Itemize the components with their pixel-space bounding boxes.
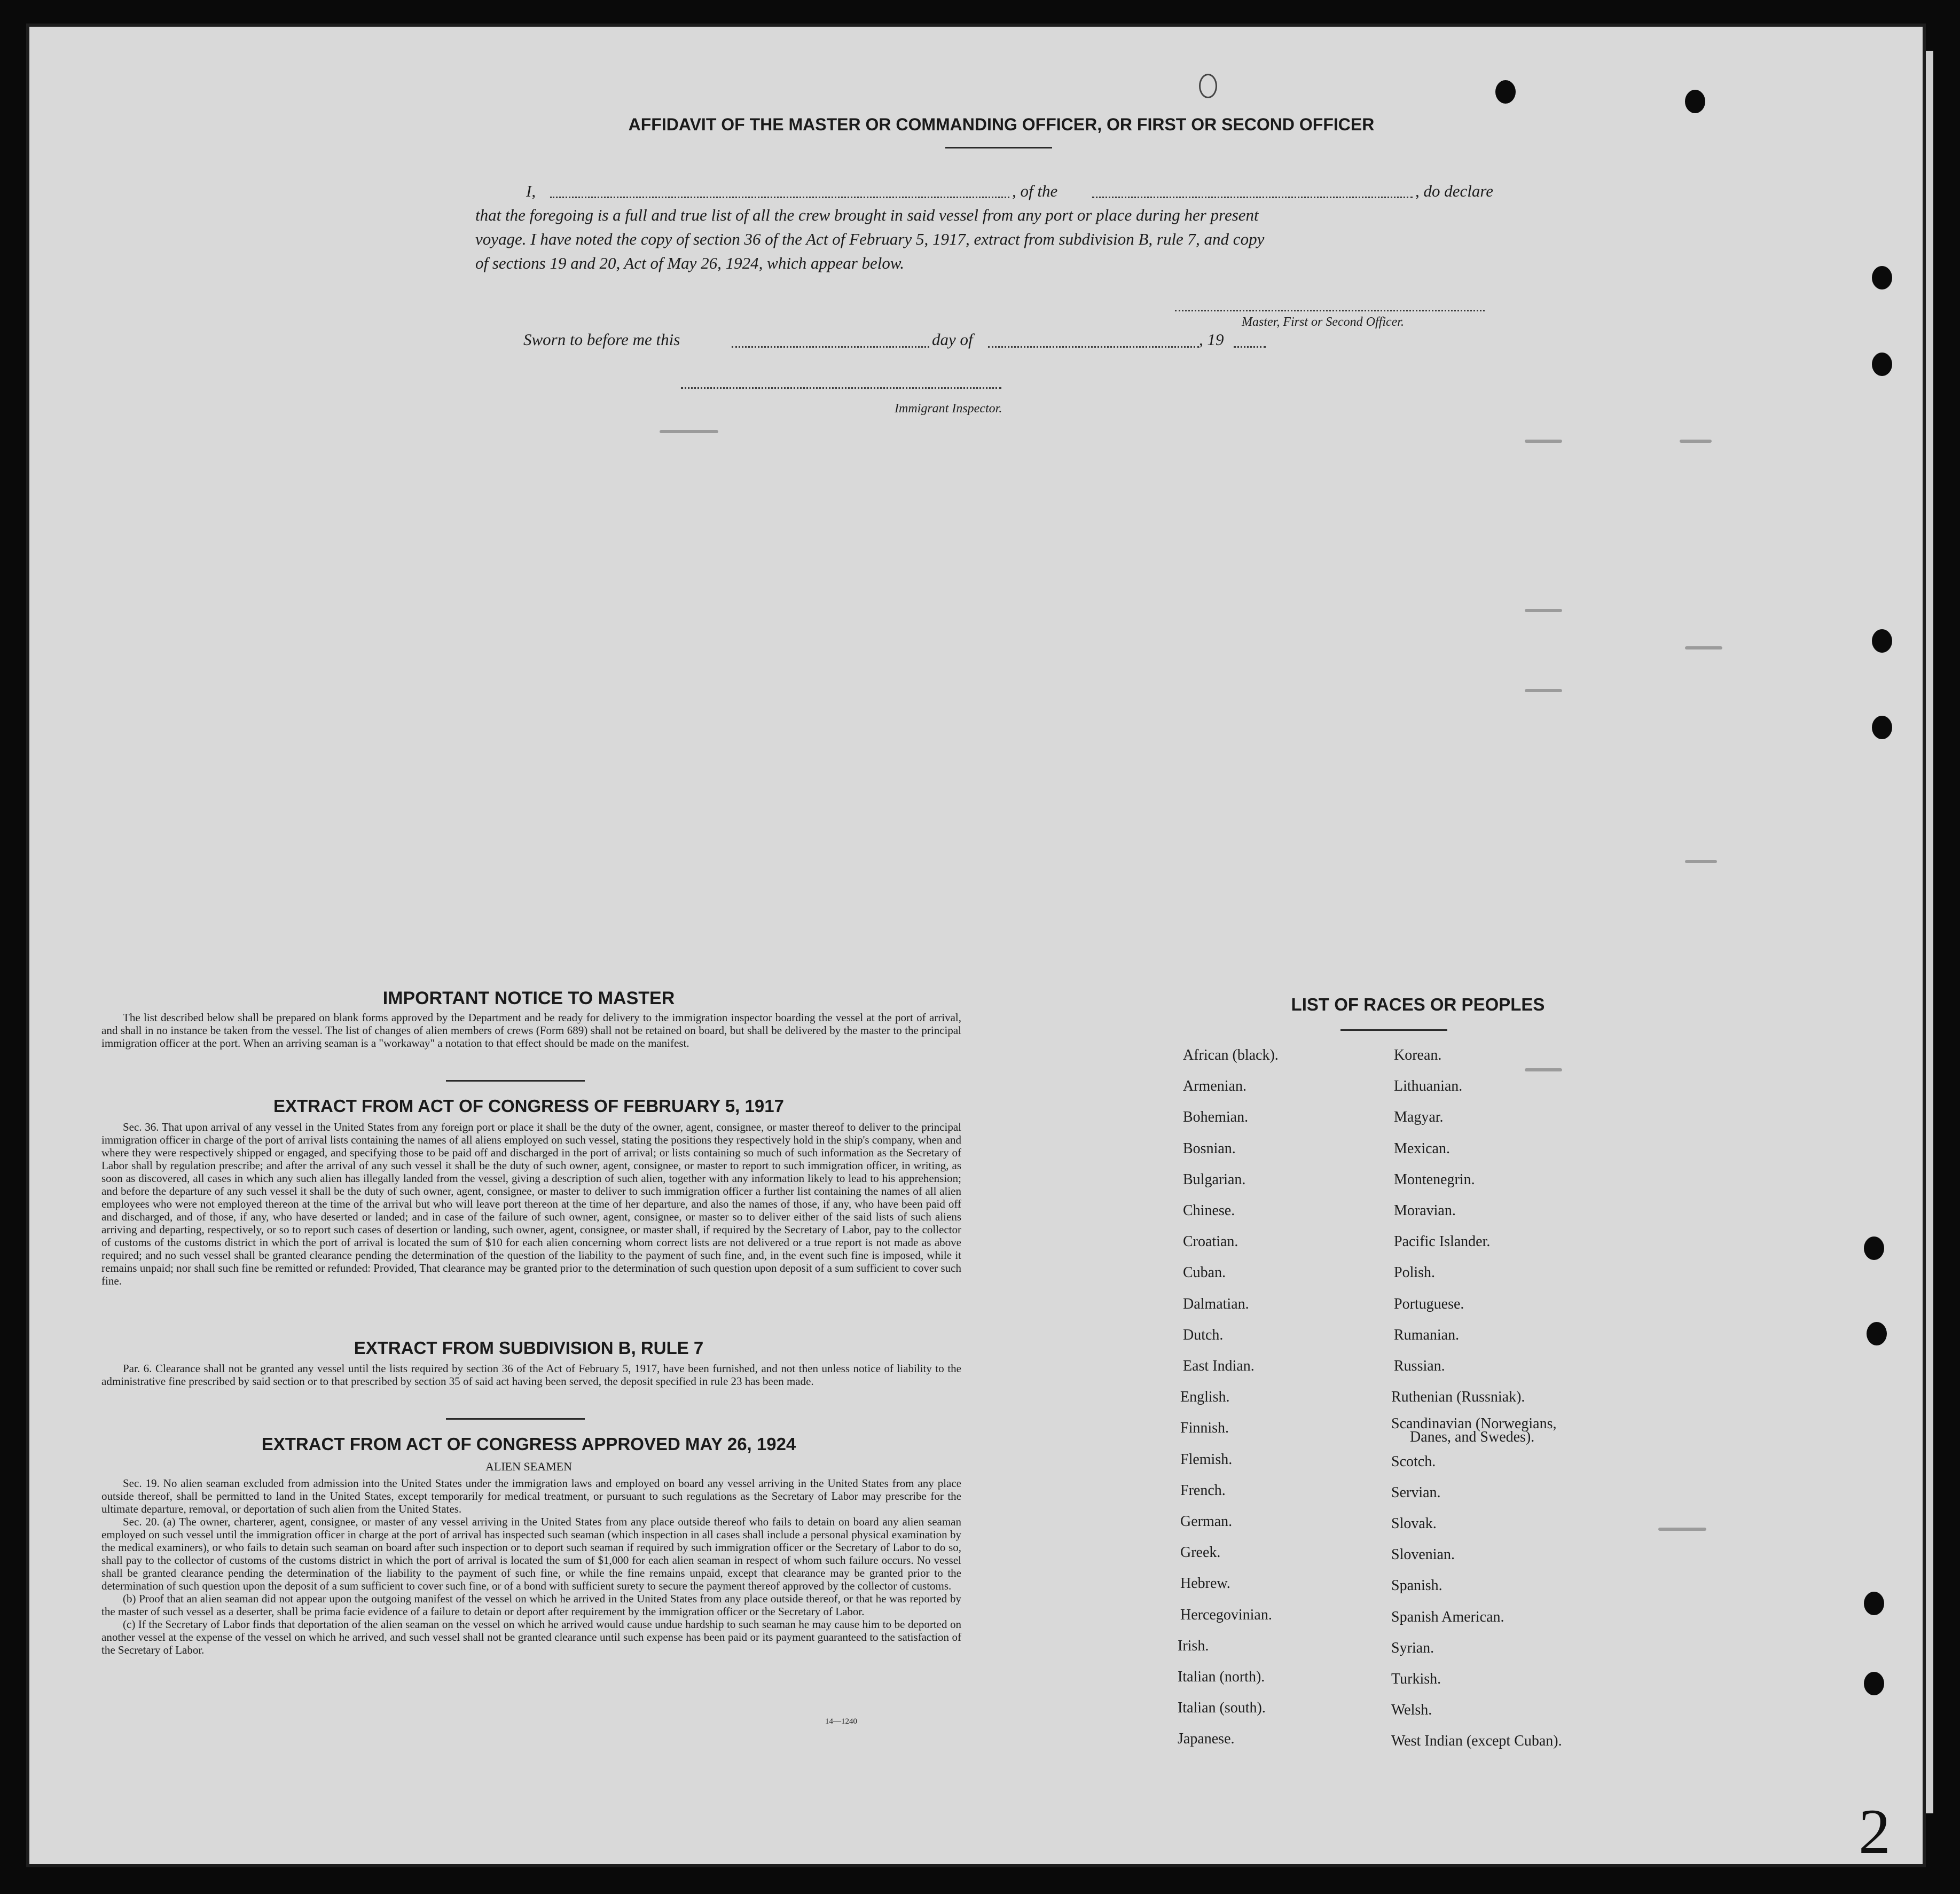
race-item: Dalmatian.: [1183, 1296, 1249, 1312]
bleed-through-mark: [1685, 646, 1722, 649]
affidavit-i: I,: [526, 182, 536, 200]
punch-hole: [1872, 266, 1892, 289]
extract-1917-title: EXTRACT FROM ACT OF CONGRESS OF FEBRUARY 5, 1917: [273, 1096, 784, 1116]
section-divider: [446, 1418, 585, 1420]
year-blank: [1234, 346, 1266, 348]
race-item: English.: [1180, 1389, 1230, 1405]
notice-text: The list described below shall be prepared on blank forms approved by the Department and be ready for delivery to the immigration inspector boarding the vessel at the port of arrival, and shall in no instance be taken from the vessel. The list of changes of alien members of crews (Form 689) shall not be retained on board, but shall be delivered by the master to the principal immigration officer at the port. When an arriving seaman is a "workaway" a notation to that effect should be made on the manifest.: [101, 1011, 961, 1050]
race-item: Flemish.: [1180, 1451, 1233, 1468]
rule7-body: [101, 1362, 961, 1388]
bleed-through-mark: [1525, 689, 1562, 692]
race-item: Polish.: [1394, 1264, 1436, 1281]
race-item: French.: [1180, 1482, 1226, 1499]
race-item: Servian.: [1391, 1484, 1441, 1501]
affidavit-do-declare: , do declare: [1415, 182, 1494, 200]
small-ring-mark: [1199, 74, 1217, 98]
race-item: Italian (south).: [1178, 1700, 1266, 1716]
race-scandinavian-continued: Danes, and Swedes).: [1410, 1429, 1535, 1445]
day-blank: [732, 346, 929, 348]
race-item: Croatian.: [1183, 1233, 1238, 1250]
race-item: Moravian.: [1394, 1202, 1456, 1219]
race-item: African (black).: [1183, 1047, 1279, 1063]
race-item: Finnish.: [1180, 1420, 1229, 1436]
title-underline: [945, 147, 1052, 148]
sworn-day-of: day of: [932, 330, 973, 349]
bleed-through-mark: [660, 430, 718, 433]
race-item: German.: [1180, 1513, 1233, 1530]
extract-1917-body: [101, 1121, 961, 1287]
race-item: Spanish.: [1391, 1577, 1442, 1594]
race-item: Pacific Islander.: [1394, 1233, 1491, 1250]
punch-hole: [1495, 80, 1516, 104]
punch-hole: [1864, 1672, 1884, 1695]
document-page: [29, 27, 1923, 1867]
rule7-title: EXTRACT FROM SUBDIVISION B, RULE 7: [354, 1338, 704, 1358]
race-item: Mexican.: [1394, 1140, 1450, 1157]
race-item: Portuguese.: [1394, 1296, 1464, 1312]
race-item: Bohemian.: [1183, 1109, 1249, 1125]
punch-hole: [1872, 629, 1892, 653]
punch-hole: [1872, 716, 1892, 739]
alien-seamen-subtitle: ALIEN SEAMEN: [485, 1460, 572, 1473]
sworn-year: , 19: [1199, 330, 1224, 349]
race-item: Korean.: [1394, 1047, 1442, 1063]
race-item: Dutch.: [1183, 1327, 1224, 1343]
affidavit-of-the: , of the: [1012, 182, 1058, 200]
extract-1924-body: [101, 1477, 961, 1656]
race-item: Hebrew.: [1180, 1575, 1230, 1592]
par6-text: Par. 6. Clearance shall not be granted any vessel until the lists required by section 36 of the Act of February 5, 1917, have been furnished, and not then unless notice of liability to the administrative fine prescribed by said section or to that prescribed by section 35 of said act having been served, the deposit specified in rule 23 has been made.: [101, 1362, 961, 1388]
section-divider: [446, 1080, 585, 1082]
affidavit-line2: that the foregoing is a full and true list of all the crew brought in said vessel from any port or place during her present: [475, 206, 1259, 224]
race-item: West Indian (except Cuban).: [1391, 1733, 1562, 1749]
notice-title: IMPORTANT NOTICE TO MASTER: [382, 988, 675, 1008]
affidavit-line4: of sections 19 and 20, Act of May 26, 1924, which appear below.: [475, 254, 905, 272]
master-caption: Master, First or Second Officer.: [1242, 315, 1404, 329]
races-title-underline: [1340, 1029, 1447, 1031]
race-item: East Indian.: [1183, 1358, 1255, 1374]
race-item: Montenegrin.: [1394, 1171, 1475, 1188]
handwritten-page-number: 2: [1859, 1796, 1891, 1867]
race-item: Bosnian.: [1183, 1140, 1236, 1157]
race-item: Scotch.: [1391, 1453, 1436, 1470]
race-item: Turkish.: [1391, 1671, 1441, 1687]
name-blank: [550, 197, 1009, 198]
bleed-through-mark: [1525, 609, 1562, 612]
master-signature-line: [1175, 310, 1485, 311]
bleed-through-mark: [1525, 1068, 1562, 1071]
section-20c-text: (c) If the Secretary of Labor finds that deportation of the alien seaman on the vessel on which he arrived would cause undue hardship to such seaman he may cause him to be deported on another vessel at the expense of the vessel on which he arrived, and such vessel shall not be granted clearance until such expense has been paid or its payment guaranteed to the satisfaction of the Secretary of Labor.: [101, 1618, 961, 1656]
race-item: Slovak.: [1391, 1515, 1437, 1532]
punch-hole: [1872, 353, 1892, 376]
race-item: Cuban.: [1183, 1264, 1226, 1281]
extract-1924-title: EXTRACT FROM ACT OF CONGRESS APPROVED MAY 26, 1924: [261, 1434, 796, 1454]
race-item: Slovenian.: [1391, 1546, 1455, 1563]
notice-body: [101, 1011, 961, 1050]
punch-hole: [1685, 90, 1705, 113]
race-item: Magyar.: [1394, 1109, 1444, 1125]
sworn-prefix: Sworn to before me this: [523, 330, 680, 349]
inspector-caption: Immigrant Inspector.: [895, 402, 1002, 416]
affidavit-line1: [526, 182, 1557, 201]
section-20b-text: (b) Proof that an alien seaman did not appear upon the outgoing manifest of the vessel on which he arrived in the United States from any place outside thereof, or that he was reported by the master of such vessel as a deserter, shall be prima facie evidence of a failure to detain or deport after requirement by the immigration officer or the Secretary of Labor.: [101, 1592, 961, 1618]
race-item: Rumanian.: [1394, 1327, 1460, 1343]
race-item: Syrian.: [1391, 1640, 1434, 1656]
race-item: Irish.: [1178, 1638, 1209, 1654]
punch-hole: [1867, 1322, 1887, 1345]
affidavit-title: AFFIDAVIT OF THE MASTER OR COMMANDING OFFICER, OR FIRST OR SECOND OFFICER: [628, 115, 1375, 134]
race-item: Scandinavian (Norwegians,: [1391, 1415, 1557, 1432]
bleed-through-mark: [1525, 440, 1562, 443]
affidavit-line3: voyage. I have noted the copy of section 36 of the Act of February 5, 1917, extract from subdivision B, rule 7, and copy: [475, 230, 1265, 248]
race-item: Hercegovinian.: [1180, 1607, 1272, 1623]
race-item: Chinese.: [1183, 1202, 1235, 1219]
sworn-line: [523, 330, 1298, 351]
race-item: Spanish American.: [1391, 1609, 1504, 1625]
section-36-text: Sec. 36. That upon arrival of any vessel in the United States from any foreign port or place it shall be the duty of the owner, agent, consignee, or master thereof to deliver to the principal immigration officer in charge of the port of arrival lists containing the names of all aliens employed on such vessel, stating the positions they respectively hold in the ship's company, when and where they were respectively shipped or engaged, and specifying those to be paid off and discharged in the port of arrival; or lists containing so much of such information as the Secretary of Labor shall by regulation prescribe; and after the arrival of any such vessel it shall be the duty of such owner, agent, consignee, or master to report to such immigration officer, in writing, as soon as discovered, all cases in which any such alien has illegally landed from the vessel, giving a description of such alien, together with any information likely to lead to his apprehension; and before the departure of any such vessel it shall be the duty of such owner, agent, consignee, or master to deliver to such immigration officer a further list containing the names of all alien employees who were not employed thereon at the time of the arrival but who will leave port thereon at the time of her departure, and also the names of those, if any, who have been paid off and discharged, and of those, if any, who have deserted or landed; and in case of the failure of such owner, agent, consignee, or master so to deliver either of the said lists of such aliens arriving and departing, respectively, or so to report such cases of desertion or landing, such owner, agent, consignee, or master shall, if required by the Secretary of Labor, pay to the collector of customs of the customs district in which the port of arrival is located the sum of $10 for each alien concerning whom correct lists are not delivered or a true report is not made as above required; and no such vessel shall be granted clearance pending the determination of the question of the liability to the payment of such fine, and, in the event such fine is imposed, while it remains unpaid; nor shall such fine be remitted or refunded: Provided, That clearance may be granted prior to the determination of such question upon deposit of a sum sufficient to cover such fine.: [101, 1121, 961, 1287]
vessel-blank: [1092, 197, 1413, 198]
races-title: LIST OF RACES OR PEOPLES: [1291, 995, 1545, 1014]
inspector-signature-line: [681, 387, 1001, 389]
race-item: Ruthenian (Russniak).: [1391, 1389, 1525, 1405]
bleed-through-mark: [1685, 860, 1717, 863]
section-19-text: Sec. 19. No alien seaman excluded from admission into the United States under the immigration laws and employed on board any vessel arriving in the United States from any place outside thereof, shall be permitted to land in the United States, except temporarily for medical treatment, or pursuant to such regulations as the Secretary of Labor may prescribe for the ultimate departure, removal, or deportation of such alien from the United States.: [101, 1477, 961, 1515]
month-blank: [988, 346, 1199, 348]
punch-hole: [1864, 1236, 1884, 1260]
race-item: Bulgarian.: [1183, 1171, 1246, 1188]
race-item: Japanese.: [1178, 1731, 1235, 1747]
race-item: Lithuanian.: [1394, 1078, 1463, 1094]
form-number: 14—1240: [825, 1717, 857, 1726]
punch-hole: [1864, 1592, 1884, 1615]
race-item: Russian.: [1394, 1358, 1445, 1374]
bleed-through-mark: [1680, 440, 1712, 443]
race-item: Welsh.: [1391, 1702, 1432, 1718]
section-20a-text: Sec. 20. (a) The owner, charterer, agent, consignee, or master of any vessel arriving in the United States from any place outside thereof who fails to detain on board any alien seaman employed on such vessel until the immigration officer in charge at the port of arrival has inspected such seaman (which inspection in all cases shall include a personal physical examination by the medical examiners), or who fails to detain such seaman on board after such inspection or to deport such seaman if required by such immigration officer or the Secretary of Labor to do so, shall pay to the collector of customs of the customs district in which the port of arrival is located the sum of $1,000 for each alien seaman in respect of whom such failure occurs. No vessel shall be granted clearance pending the determination of the liability to the payment of such fine, or while the fine remains unpaid, except that clearance may be granted prior to the determination of such question upon the deposit of a sum sufficient to cover such fine, or of a bond with sufficient surety to secure the payment thereof approved by the collector of customs.: [101, 1515, 961, 1592]
race-item: Italian (north).: [1178, 1669, 1265, 1685]
race-item: Greek.: [1180, 1544, 1221, 1561]
bleed-through-mark: [1658, 1528, 1706, 1531]
race-item: Armenian.: [1183, 1078, 1246, 1094]
